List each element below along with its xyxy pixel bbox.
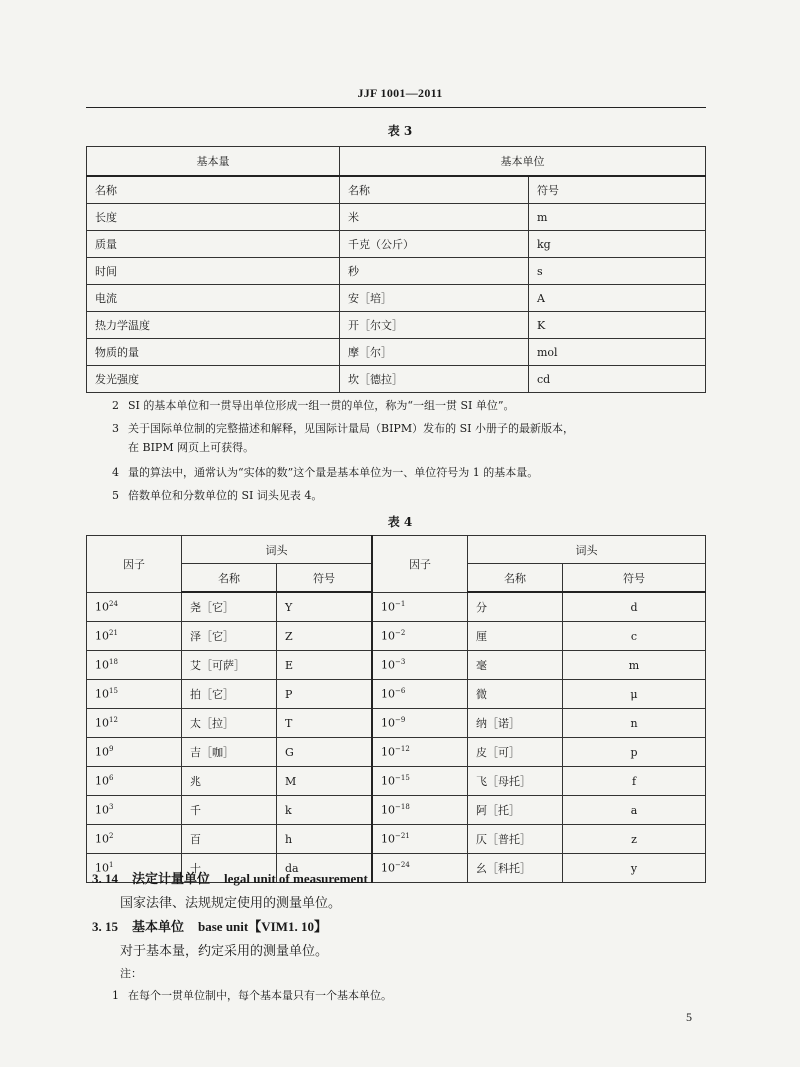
note-label: 注： bbox=[120, 967, 142, 980]
factor-cell bbox=[372, 680, 468, 709]
base-units-table bbox=[86, 146, 706, 393]
prefix-name: 艾［可萨］ bbox=[190, 659, 245, 672]
table-row bbox=[87, 204, 706, 231]
note-number: 5 bbox=[112, 489, 119, 502]
factor-base: 10 bbox=[95, 687, 109, 701]
prefix-name-cell bbox=[182, 796, 277, 825]
prefix-symbol-cell bbox=[277, 709, 373, 738]
prefix-symbol-cell bbox=[563, 738, 706, 767]
prefix-symbol-cell bbox=[277, 767, 373, 796]
prefix-symbol: k bbox=[285, 803, 292, 817]
section-number: 3. 15 bbox=[92, 919, 118, 934]
header-rule bbox=[86, 107, 706, 108]
header-prefix-left: 词头 bbox=[182, 536, 373, 564]
prefix-symbol: z bbox=[631, 832, 637, 846]
table-header-row bbox=[87, 147, 706, 177]
prefix-symbol: f bbox=[631, 774, 637, 788]
unit-symbol-cell: cd bbox=[529, 366, 706, 393]
prefix-symbol-cell bbox=[563, 825, 706, 854]
factor-exponent: −9 bbox=[395, 716, 406, 725]
factor-base: 10 bbox=[381, 774, 395, 788]
factor-cell bbox=[372, 796, 468, 825]
factor-cell bbox=[87, 825, 182, 854]
unit-symbol-cell: K bbox=[529, 312, 706, 339]
prefix-symbol-cell bbox=[277, 592, 373, 622]
factor-base: 10 bbox=[95, 774, 109, 788]
header-factor-right: 因子 bbox=[372, 536, 468, 593]
prefix-symbol: μ bbox=[630, 687, 638, 701]
factor-exponent: −21 bbox=[395, 832, 410, 841]
section-title-zh: 基本单位 bbox=[132, 920, 185, 935]
factor-base: 10 bbox=[95, 600, 109, 614]
table-row bbox=[87, 738, 706, 767]
prefix-symbol: G bbox=[285, 745, 294, 759]
factor-base: 10 bbox=[381, 861, 395, 875]
factor-cell bbox=[87, 592, 182, 622]
prefix-name-cell bbox=[182, 651, 277, 680]
prefix-symbol-cell bbox=[277, 651, 373, 680]
note-text: SI 的基本单位和一贯导出单位形成一组一贯的单位，称为“一组一贯 SI 单位”。 bbox=[128, 399, 515, 412]
table-row bbox=[87, 767, 706, 796]
factor-cell bbox=[87, 738, 182, 767]
factor-cell bbox=[372, 592, 468, 622]
prefix-symbol-cell bbox=[563, 796, 706, 825]
prefix-symbol: Z bbox=[285, 629, 293, 643]
prefix-name: 微 bbox=[476, 688, 487, 701]
unit-name-cell: 秒 bbox=[340, 258, 529, 285]
prefix-symbol-cell bbox=[563, 651, 706, 680]
header-base-unit: 基本单位 bbox=[340, 147, 706, 177]
prefix-name-cell bbox=[468, 825, 563, 854]
prefix-name-cell bbox=[182, 622, 277, 651]
unit-name-cell: 安［培］ bbox=[340, 285, 529, 312]
table-row bbox=[87, 592, 706, 622]
quantity-name-cell: 发光强度 bbox=[87, 366, 340, 393]
section-3-15-note bbox=[112, 988, 712, 1004]
prefix-symbol-cell bbox=[277, 796, 373, 825]
prefix-name: 百 bbox=[190, 833, 201, 846]
factor-exponent: −6 bbox=[395, 687, 406, 696]
factor-exponent: 15 bbox=[109, 687, 118, 696]
prefix-name-cell bbox=[182, 680, 277, 709]
factor-cell bbox=[372, 651, 468, 680]
prefix-symbol: n bbox=[630, 716, 638, 730]
header-factor-left: 因子 bbox=[87, 536, 182, 593]
table-row bbox=[87, 709, 706, 738]
table-row bbox=[87, 680, 706, 709]
factor-base: 10 bbox=[95, 832, 109, 846]
table-row bbox=[87, 796, 706, 825]
quantity-name-cell: 电流 bbox=[87, 285, 340, 312]
quantity-name-cell: 热力学温度 bbox=[87, 312, 340, 339]
prefix-name: 尧［它］ bbox=[190, 601, 234, 614]
unit-symbol-cell: mol bbox=[529, 339, 706, 366]
table-subheader-row bbox=[87, 176, 706, 204]
prefix-symbol: h bbox=[285, 832, 293, 846]
prefix-name: 分 bbox=[476, 601, 487, 614]
prefix-symbol: p bbox=[630, 745, 638, 759]
table4-caption: 表 4 bbox=[387, 515, 413, 529]
page-number: 5 bbox=[686, 1010, 692, 1024]
prefix-name: 吉［咖］ bbox=[190, 746, 234, 759]
prefix-name: 飞［母托］ bbox=[476, 775, 531, 788]
factor-exponent: −3 bbox=[395, 658, 406, 667]
prefix-symbol: P bbox=[285, 687, 293, 701]
prefix-symbol-cell bbox=[563, 622, 706, 651]
factor-base: 10 bbox=[95, 658, 109, 672]
standard-number: JJF 1001—2011 bbox=[357, 86, 443, 100]
note-text: 关于国际单位制的完整描述和解释，见国际计量局（BIPM）发布的 SI 小册子的最新版本， bbox=[128, 422, 574, 435]
prefix-symbol-cell bbox=[563, 854, 706, 883]
note-number: 3 bbox=[112, 422, 119, 435]
subheader-name: 名称 bbox=[87, 176, 340, 204]
note-text: 在 BIPM 网页上可获得。 bbox=[128, 441, 255, 454]
factor-cell bbox=[372, 825, 468, 854]
prefix-symbol-cell bbox=[563, 592, 706, 622]
factor-cell bbox=[372, 738, 468, 767]
prefix-name: 拍［它］ bbox=[190, 688, 234, 701]
header-symbol-left: 符号 bbox=[277, 564, 373, 593]
prefix-symbol-cell bbox=[563, 709, 706, 738]
table-row bbox=[87, 825, 706, 854]
factor-exponent: 12 bbox=[109, 716, 118, 725]
unit-name-cell: 千克（公斤） bbox=[340, 231, 529, 258]
prefix-symbol-cell bbox=[277, 738, 373, 767]
unit-symbol-cell: A bbox=[529, 285, 706, 312]
factor-exponent: 9 bbox=[109, 745, 114, 754]
note-text: 倍数单位和分数单位的 SI 词头见表 4。 bbox=[128, 489, 323, 502]
prefix-name-cell bbox=[468, 680, 563, 709]
note-item bbox=[112, 465, 712, 481]
factor-cell bbox=[87, 767, 182, 796]
factor-exponent: −24 bbox=[395, 861, 410, 870]
factor-cell bbox=[87, 709, 182, 738]
note-item bbox=[112, 398, 712, 414]
prefix-symbol: d bbox=[630, 600, 638, 614]
prefix-name-cell bbox=[468, 767, 563, 796]
factor-exponent: −15 bbox=[395, 774, 410, 783]
prefix-name-cell bbox=[182, 767, 277, 796]
prefix-symbol: m bbox=[628, 658, 640, 672]
quantity-name-cell: 长度 bbox=[87, 204, 340, 231]
prefix-name: 仄［普托］ bbox=[476, 833, 531, 846]
note-text: 在每个一贯单位制中，每个基本量只有一个基本单位。 bbox=[128, 989, 392, 1002]
table-header-row bbox=[87, 536, 706, 564]
factor-exponent: 24 bbox=[109, 599, 118, 608]
prefix-symbol: c bbox=[630, 629, 638, 643]
factor-exponent: −1 bbox=[395, 599, 406, 608]
subheader-unit-name: 名称 bbox=[340, 176, 529, 204]
factor-cell bbox=[372, 709, 468, 738]
factor-base: 10 bbox=[381, 687, 395, 701]
header-symbol-right: 符号 bbox=[563, 564, 706, 593]
prefix-symbol: Y bbox=[285, 600, 293, 614]
table-row bbox=[87, 258, 706, 285]
factor-base: 10 bbox=[95, 745, 109, 759]
factor-cell bbox=[372, 622, 468, 651]
factor-exponent: 18 bbox=[109, 658, 118, 667]
prefix-name: 兆 bbox=[190, 775, 201, 788]
factor-base: 10 bbox=[95, 861, 109, 875]
factor-base: 10 bbox=[381, 745, 395, 759]
factor-cell bbox=[87, 622, 182, 651]
header-name-left: 名称 bbox=[182, 564, 277, 593]
prefix-name-cell bbox=[182, 709, 277, 738]
factor-cell bbox=[372, 767, 468, 796]
unit-symbol-cell: m bbox=[529, 204, 706, 231]
factor-exponent: 2 bbox=[109, 832, 114, 841]
subheader-symbol: 符号 bbox=[529, 176, 706, 204]
factor-exponent: 21 bbox=[109, 629, 118, 638]
table3-caption: 表 3 bbox=[387, 124, 413, 138]
section-number: 3. 14 bbox=[92, 871, 118, 886]
prefix-name-cell bbox=[468, 651, 563, 680]
section-3-15-title bbox=[92, 916, 327, 935]
factor-base: 10 bbox=[381, 658, 395, 672]
table-row bbox=[87, 312, 706, 339]
factor-base: 10 bbox=[95, 629, 109, 643]
factor-exponent: 1 bbox=[109, 861, 114, 870]
factor-cell bbox=[372, 854, 468, 883]
quantity-name-cell: 质量 bbox=[87, 231, 340, 258]
factor-exponent: −2 bbox=[395, 629, 406, 638]
factor-base: 10 bbox=[381, 832, 395, 846]
section-3-15-definition: 对于基本量，约定采用的测量单位。 bbox=[120, 944, 329, 959]
factor-cell bbox=[87, 796, 182, 825]
unit-name-cell: 开［尔文］ bbox=[340, 312, 529, 339]
factor-exponent: 6 bbox=[109, 774, 114, 783]
factor-base: 10 bbox=[381, 629, 395, 643]
quantity-name-cell: 时间 bbox=[87, 258, 340, 285]
table-row bbox=[87, 622, 706, 651]
prefix-name-cell bbox=[468, 738, 563, 767]
prefix-name: 泽［它］ bbox=[190, 630, 234, 643]
prefix-name-cell bbox=[468, 622, 563, 651]
header-base-quantity: 基本量 bbox=[87, 147, 340, 177]
factor-cell bbox=[87, 680, 182, 709]
prefix-name-cell bbox=[468, 796, 563, 825]
unit-symbol-cell: kg bbox=[529, 231, 706, 258]
prefix-symbol-cell bbox=[563, 680, 706, 709]
prefix-name: 幺［科托］ bbox=[476, 862, 531, 875]
prefix-name-cell bbox=[182, 592, 277, 622]
table-row bbox=[87, 651, 706, 680]
factor-exponent: −18 bbox=[395, 803, 410, 812]
unit-symbol-cell: s bbox=[529, 258, 706, 285]
prefix-symbol: T bbox=[285, 716, 293, 730]
prefix-name: 千 bbox=[190, 804, 201, 817]
note-number: 4 bbox=[112, 466, 119, 479]
header-name-right: 名称 bbox=[468, 564, 563, 593]
factor-exponent: −12 bbox=[395, 745, 410, 754]
prefix-name-cell bbox=[468, 854, 563, 883]
section-title-en: base unit【VIM1. 10】 bbox=[198, 919, 327, 934]
prefix-symbol: M bbox=[285, 774, 297, 788]
section-title-zh: 法定计量单位 bbox=[132, 872, 211, 887]
table-row bbox=[87, 231, 706, 258]
prefix-symbol: y bbox=[630, 861, 638, 875]
prefix-name: 皮［可］ bbox=[476, 746, 520, 759]
note-number: 2 bbox=[112, 399, 119, 412]
factor-exponent: 3 bbox=[109, 803, 114, 812]
section-3-14-definition: 国家法律、法规规定使用的测量单位。 bbox=[120, 896, 342, 911]
prefix-symbol: a bbox=[630, 803, 638, 817]
prefix-name-cell bbox=[468, 709, 563, 738]
prefix-name-cell bbox=[468, 592, 563, 622]
prefix-name: 厘 bbox=[476, 630, 487, 643]
factor-cell bbox=[87, 651, 182, 680]
unit-name-cell: 坎［德拉］ bbox=[340, 366, 529, 393]
section-3-14-title bbox=[92, 868, 368, 887]
prefix-name-cell bbox=[182, 825, 277, 854]
table-row bbox=[87, 339, 706, 366]
prefix-name: 十 bbox=[190, 862, 201, 875]
prefix-name: 阿［托］ bbox=[476, 804, 520, 817]
note-item bbox=[128, 440, 728, 456]
factor-base: 10 bbox=[95, 716, 109, 730]
header-prefix-right: 词头 bbox=[468, 536, 706, 564]
note-number: 1 bbox=[112, 989, 119, 1002]
prefix-name: 纳［诺］ bbox=[476, 717, 520, 730]
prefix-name: 毫 bbox=[476, 659, 487, 672]
prefix-symbol-cell bbox=[277, 825, 373, 854]
quantity-name-cell: 物质的量 bbox=[87, 339, 340, 366]
prefix-symbol-cell bbox=[563, 767, 706, 796]
si-prefixes-table bbox=[86, 535, 706, 883]
factor-base: 10 bbox=[381, 716, 395, 730]
prefix-symbol-cell bbox=[277, 680, 373, 709]
unit-name-cell: 摩［尔］ bbox=[340, 339, 529, 366]
prefix-name-cell bbox=[182, 738, 277, 767]
unit-name-cell: 米 bbox=[340, 204, 529, 231]
prefix-symbol-cell bbox=[277, 622, 373, 651]
table-row bbox=[87, 285, 706, 312]
prefix-symbol: E bbox=[285, 658, 294, 672]
note-item bbox=[112, 421, 712, 437]
note-text: 量的算法中，通常认为“实体的数”这个量是基本单位为一、单位符号为 1 的基本量。 bbox=[128, 466, 539, 479]
section-title-en: legal unit of measurement bbox=[224, 871, 368, 886]
note-item bbox=[112, 488, 712, 504]
prefix-symbol: da bbox=[285, 861, 299, 875]
factor-base: 10 bbox=[95, 803, 109, 817]
factor-base: 10 bbox=[381, 600, 395, 614]
table-row bbox=[87, 366, 706, 393]
prefix-name: 太［拉］ bbox=[190, 717, 234, 730]
factor-base: 10 bbox=[381, 803, 395, 817]
